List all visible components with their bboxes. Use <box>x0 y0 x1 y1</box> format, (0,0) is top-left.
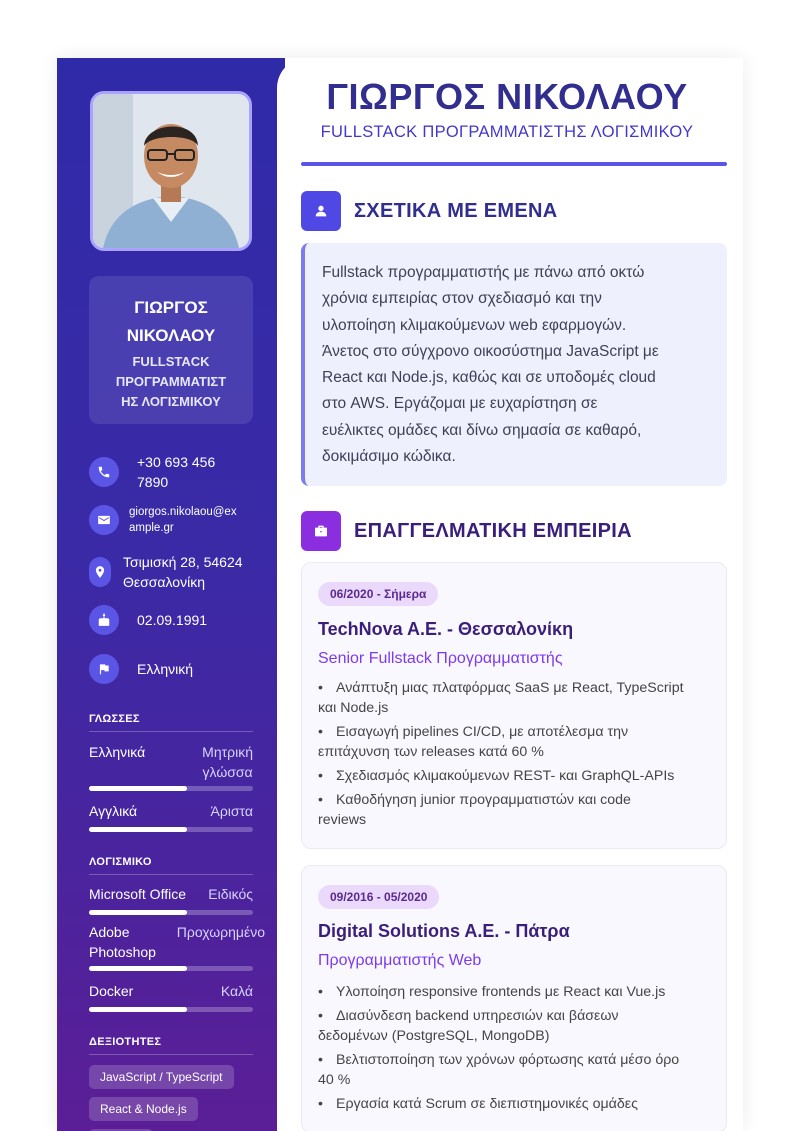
job-card <box>301 865 727 1131</box>
job-company: Digital Solutions A.E. - Πάτρα <box>318 921 570 941</box>
skill-name-line1: Adobe <box>89 924 130 940</box>
page-title: ΓΙΩΡΓΟΣ ΝΙΚΟΛΑΟΥ <box>326 76 688 117</box>
job-card <box>301 562 727 849</box>
job-bullet: • Βελτιστοποίηση των χρόνων φόρτωσης κατά μέσο όρο 40 % <box>318 1052 680 1088</box>
about-line: ευέλικτες ομάδες και δίνω σημασία σε καθαρό, <box>322 421 642 439</box>
skill-name-line2: Photoshop <box>89 944 156 960</box>
software-heading: ΛΟΓΙΣΜΙΚΟ <box>89 856 253 875</box>
job-bullet: • Διασύνδεση backend υπηρεσιών και βάσεων δεδομένων (PostgreSQL, MongoDB) <box>318 1008 619 1044</box>
language-english <box>89 801 253 832</box>
skill-name: Ελληνικά <box>89 744 146 760</box>
email-line2: ample.gr <box>129 522 174 534</box>
about-heading: ΣΧΕΤΙΚΑ ΜΕ ΕΜΕΝΑ <box>354 199 558 222</box>
skills-heading: ΔΕΞΙΟΤΗΤΕΣ <box>89 1036 253 1055</box>
contact-email[interactable] <box>89 504 259 536</box>
job-company: TechNova A.E. - Θεσσαλονίκη <box>318 619 574 639</box>
job-role: Senior Fullstack Προγραμματιστής <box>318 650 563 667</box>
skill-level-line1: Άριστα <box>210 803 253 819</box>
phone-line1: +30 693 456 <box>137 454 216 470</box>
skill-level-line2: γλώσσα <box>202 764 253 780</box>
about-section-title <box>301 191 557 231</box>
skill-level-line1: Καλά <box>220 983 253 999</box>
skill-bar <box>89 827 253 832</box>
skill-name: Docker <box>89 983 134 999</box>
skill-name: Αγγλικά <box>89 803 138 819</box>
nationality-text: Ελληνική <box>137 661 194 677</box>
skill-level-line1: Ειδικός <box>208 886 253 902</box>
portrait-image <box>93 94 249 248</box>
job-bullet: • Καθοδήγηση junior προγραμματιστών και code reviews <box>318 792 631 828</box>
profile-photo <box>90 91 252 251</box>
page-subtitle: FULLSTACK ΠΡΟΓΡΑΜΜΑΤΙΣΤΗΣ ΛΟΓΙΣΜΙΚΟΥ <box>320 123 694 141</box>
mail-icon <box>89 505 119 535</box>
about-line: δοκιμάσιμο κώδικα. <box>322 448 456 466</box>
skill-bar-fill <box>89 827 187 832</box>
job-bullets <box>318 982 716 1118</box>
sidebar-name-card <box>89 276 253 424</box>
job-bullet: • Σχεδιασμός κλιμακούμενων REST- και GraphQL-APIs <box>318 768 675 784</box>
contact-birthdate <box>89 605 259 635</box>
skill-bar <box>89 910 253 915</box>
sidebar-name-line2: ΝΙΚΟΛΑΟΥ <box>126 326 216 345</box>
skill-bar-fill <box>89 966 187 971</box>
phone-line2: 7890 <box>137 474 169 490</box>
birthday-cake-icon <box>89 605 119 635</box>
sidebar-title-line1: FULLSTACK <box>132 354 210 369</box>
skill-bar <box>89 786 253 791</box>
job-date-badge: 09/2016 - 05/2020 <box>318 885 439 909</box>
contact-nationality <box>89 654 259 684</box>
about-line: Fullstack προγραμματιστής με πάνω από οκτώ <box>322 264 645 281</box>
language-greek <box>89 742 253 791</box>
location-pin-icon <box>89 557 111 587</box>
skill-bar <box>89 966 253 971</box>
about-line: React και Node.js, καθώς και σε υποδομές cloud <box>322 369 656 387</box>
main-content <box>285 58 743 1131</box>
sidebar-name-line1: ΓΙΩΡΓΟΣ <box>134 298 208 317</box>
job-date-badge: 06/2020 - Σήμερα <box>318 582 438 606</box>
address-line1: Τσιμισκή 28, 54624 <box>123 554 243 570</box>
resume-page <box>57 58 743 1131</box>
skill-bar-fill <box>89 786 187 791</box>
skill-level-line1: Μητρική <box>202 744 253 760</box>
about-line: χρόνια εμπειρίας στον σχεδιασμό και την <box>322 290 602 308</box>
about-line: στο AWS. Εργάζομαι με ευχαρίστηση σε <box>322 395 598 413</box>
contact-phone[interactable] <box>89 452 259 492</box>
user-icon <box>301 191 341 231</box>
skill-bar-fill <box>89 910 187 915</box>
contact-address <box>89 552 259 592</box>
birthdate-text: 02.09.1991 <box>137 612 208 628</box>
experience-section-title <box>301 511 632 551</box>
sidebar-title-line2: ΠΡΟΓΡΑΜΜΑΤΙΣΤ <box>115 374 227 389</box>
about-text <box>301 243 727 486</box>
address-line2: Θεσσαλονίκη <box>123 574 205 590</box>
sidebar-title-line3: ΗΣ ΛΟΓΙΣΜΙΚΟΥ <box>121 394 221 409</box>
header-divider <box>301 162 727 166</box>
flag-icon <box>89 654 119 684</box>
about-line: υλοποίηση κλιμακούμενων web εφαρμογών. <box>322 316 627 334</box>
skill-tag: React & Node.js <box>89 1097 198 1121</box>
experience-heading: ΕΠΑΓΓΕΛΜΑΤΙΚΗ ΕΜΠΕΙΡΙΑ <box>354 519 632 542</box>
job-role: Προγραμματιστής Web <box>318 952 482 969</box>
languages-heading: ΓΛΩΣΣΕΣ <box>89 713 253 732</box>
job-bullet: • Ανάπτυξη μιας πλατφόρμας SaaS με React, TypeScript και Node.js <box>318 680 684 716</box>
job-bullets <box>318 678 716 834</box>
email-line1: giorgos.nikolaou@ex <box>129 506 237 518</box>
briefcase-icon <box>301 511 341 551</box>
software-ms-office <box>89 884 253 915</box>
job-bullet: • Υλοποίηση responsive frontends με React και Vue.js <box>318 984 666 1000</box>
job-bullet: • Εισαγωγή pipelines CI/CD, με αποτέλεσμα την επιτάχυνση των releases κατά 60 % <box>318 724 629 760</box>
software-docker <box>89 981 253 1012</box>
skill-bar-fill <box>89 1007 187 1012</box>
job-bullet: • Εργασία κατά Scrum σε διεπιστημονικές ομάδες <box>318 1096 638 1112</box>
sidebar <box>57 58 285 1131</box>
skill-bar <box>89 1007 253 1012</box>
about-line: Άνετος στο σύγχρονο οικοσύστημα JavaScript με <box>322 342 659 360</box>
skill-name: Microsoft Office <box>89 886 186 902</box>
phone-icon <box>89 457 119 487</box>
skill-tag: JavaScript / TypeScript <box>89 1065 234 1089</box>
software-photoshop <box>89 922 265 971</box>
skill-level-line1: Προχωρημένο <box>176 924 265 940</box>
